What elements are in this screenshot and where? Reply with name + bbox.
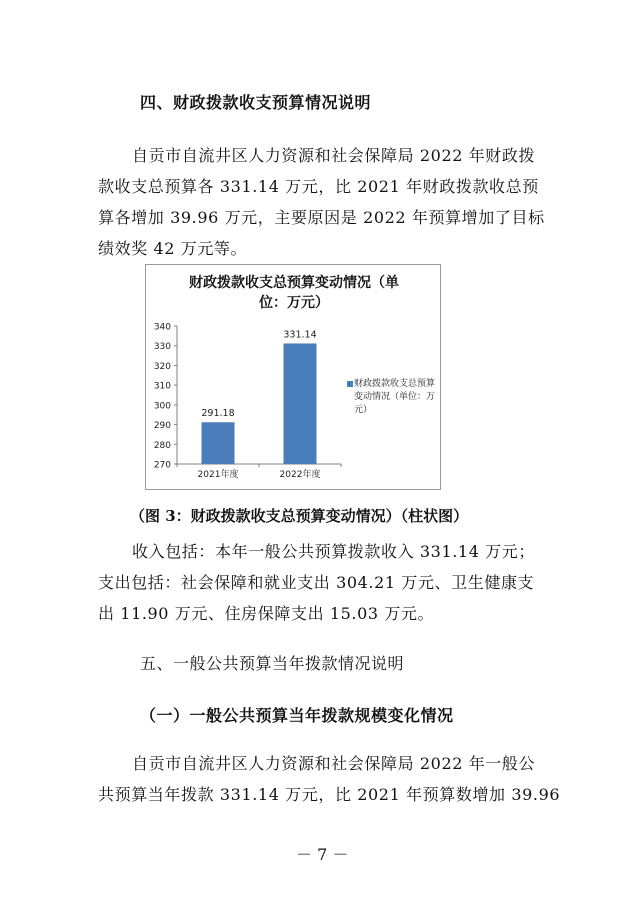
bar-chart	[145, 264, 441, 490]
y-tick-label: 330	[153, 342, 171, 353]
chart-title-line-2: 位：万元）	[259, 295, 329, 311]
section-5-paragraph-line-1: 自贡市自流井区人力资源和社会保障局 2022 年一般公	[132, 754, 536, 773]
bar	[284, 343, 317, 464]
bar	[202, 422, 235, 464]
section-5-paragraph-line-2: 共预算当年拨款 331.14 万元，比 2021 年预算数增加 39.96	[98, 785, 561, 804]
bar-data-label: 331.14	[283, 329, 317, 341]
figure-caption: （图 3：财政拨款收支总预算变动情况）（柱状图）	[130, 507, 469, 525]
x-tick-label: 2021年度	[197, 470, 239, 480]
chart-legend	[347, 378, 437, 417]
x-tick-label: 2022年度	[279, 470, 321, 480]
section-4-heading: 四、财政拨款收支预算情况说明	[140, 93, 372, 112]
section-5-subheading: （一）一般公共预算当年拨款规模变化情况	[140, 706, 454, 725]
legend-swatch	[347, 381, 353, 387]
section-4-paragraph-line-1: 自贡市自流井区人力资源和社会保障局 2022 年财政拨	[132, 146, 536, 165]
y-tick-label: 280	[153, 440, 171, 451]
section-4-paragraph-line-2: 款收支总预算各 331.14 万元，比 2021 年财政拨款收总预	[98, 177, 539, 196]
y-tick-label: 340	[153, 322, 171, 333]
y-tick-label: 290	[153, 421, 171, 432]
y-tick-label: 300	[153, 401, 171, 412]
section-4-paragraph-line-4: 绩效奖 42 万元等。	[98, 239, 248, 258]
legend-label: 财政拨款收支总预算变动情况（单位：万元）	[354, 379, 436, 415]
y-tick-label: 270	[153, 460, 171, 471]
bar-data-label: 291.18	[201, 408, 235, 420]
section-5-heading: 五、一般公共预算当年拨款情况说明	[140, 654, 405, 673]
expense-line-2: 出 11.90 万元、住房保障支出 15.03 万元。	[98, 604, 435, 623]
expense-line-1: 支出包括：社会保障和就业支出 304.21 万元、卫生健康支	[98, 573, 535, 592]
income-line: 收入包括：本年一般公共预算拨款收入 331.14 万元；	[132, 542, 535, 561]
y-tick-label: 310	[153, 381, 171, 392]
page-number: － 7 －	[296, 845, 349, 864]
section-4-paragraph-line-3: 算各增加 39.96 万元，主要原因是 2022 年预算增加了目标	[98, 208, 545, 227]
y-tick-label: 320	[153, 361, 171, 372]
chart-title-line-1: 财政拨款收支总预算变动情况（单	[189, 275, 399, 291]
